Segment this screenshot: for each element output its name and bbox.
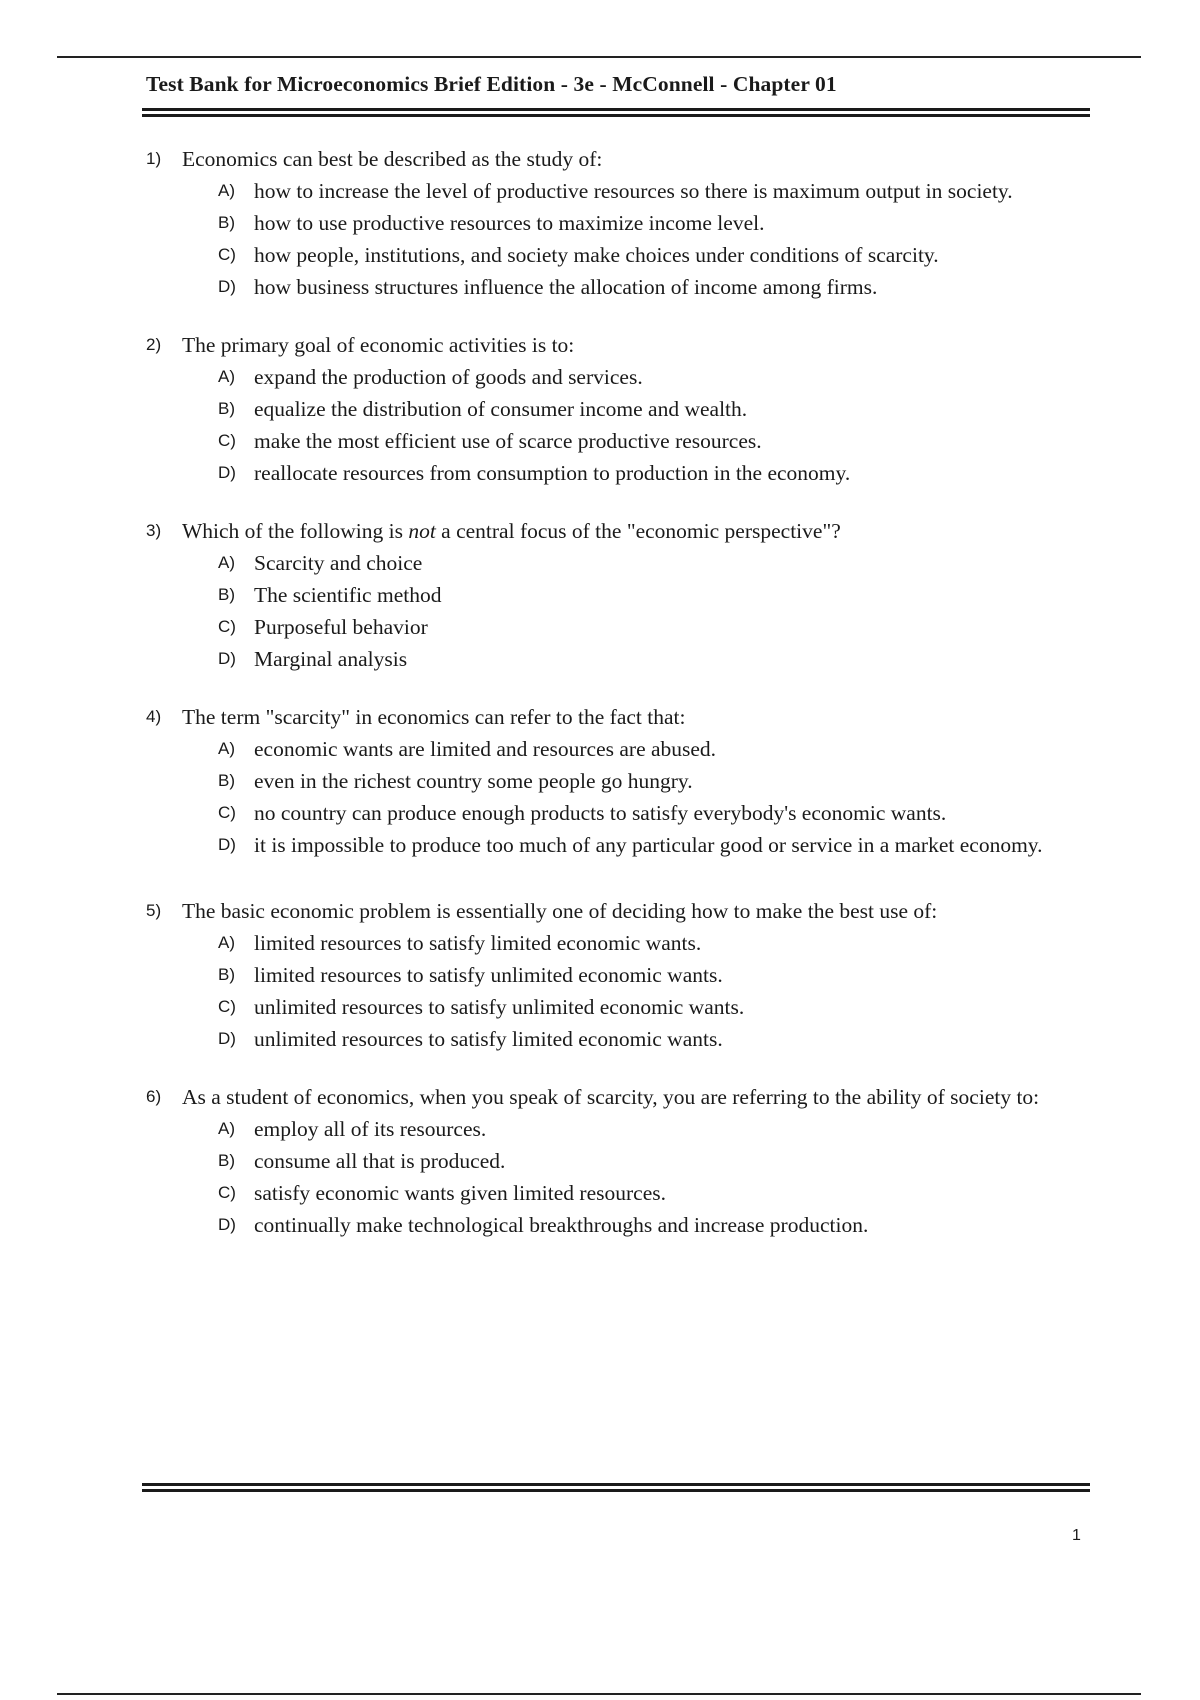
answer-choice-b (146, 393, 1106, 425)
choice-text: no country can produce enough products to satisfy everybody's economic wants. (254, 801, 947, 825)
choice-letter: C) (218, 431, 236, 450)
choice-letter: B) (218, 585, 235, 604)
choice-text: continually make technological breakthroughs and increase production. (254, 1213, 869, 1237)
choice-letter: B) (218, 1151, 235, 1170)
choice-text: satisfy economic wants given limited resources. (254, 1181, 666, 1205)
answer-choice-c (146, 797, 1106, 829)
choice-text: make the most efficient use of scarce productive resources. (254, 429, 762, 453)
choice-text: expand the production of goods and services. (254, 365, 643, 389)
page-number: 1 (1072, 1527, 1081, 1544)
choice-letter: A) (218, 181, 235, 200)
choice-text: economic wants are limited and resources are abused. (254, 737, 717, 761)
choice-text: how to increase the level of productive resources so there is maximum output in society. (254, 179, 1013, 203)
page-top-border (57, 56, 1141, 58)
question-stem: The primary goal of economic activities is to: (182, 333, 575, 357)
choice-text: equalize the distribution of consumer income and wealth. (254, 397, 748, 421)
answer-choice-b (146, 579, 1106, 611)
choice-letter: C) (218, 617, 236, 636)
footer-double-rule (142, 1483, 1090, 1492)
choice-text: Scarcity and choice (254, 551, 423, 575)
choice-letter: C) (218, 803, 236, 822)
choice-letter: A) (218, 553, 235, 572)
stem-text: Which of the following is (182, 519, 409, 543)
choice-text: The scientific method (254, 583, 442, 607)
question-1 (146, 143, 1106, 303)
answer-choice-b (146, 1145, 1106, 1177)
question-2 (146, 329, 1106, 489)
question-number: 2) (146, 335, 162, 354)
choice-letter: B) (218, 965, 235, 984)
stem-emphasis: not (408, 519, 436, 543)
question-stem: The term "scarcity" in economics can refer to the fact that: (182, 705, 686, 729)
choice-letter: C) (218, 245, 236, 264)
choice-text: consume all that is produced. (254, 1149, 506, 1173)
question-number: 3) (146, 521, 162, 540)
choice-letter: A) (218, 367, 235, 386)
choice-letter: D) (218, 835, 236, 854)
question-list (146, 143, 1106, 1241)
answer-choices (146, 927, 1106, 1055)
choice-letter: B) (218, 771, 235, 790)
question-number: 6) (146, 1087, 162, 1106)
choice-letter: C) (218, 1183, 236, 1202)
answer-choice-c (146, 991, 1106, 1023)
question-stem: The basic economic problem is essentially one of deciding how to make the best use of: (182, 899, 938, 923)
answer-choice-b (146, 765, 1106, 797)
choice-letter: A) (218, 739, 235, 758)
answer-choices (146, 547, 1106, 675)
choice-letter: D) (218, 277, 236, 296)
answer-choice-c (146, 239, 1106, 271)
question-number: 1) (146, 149, 162, 168)
choice-text: even in the richest country some people go hungry. (254, 769, 693, 793)
answer-choice-b (146, 207, 1106, 239)
choice-text: how business structures influence the allocation of income among firms. (254, 275, 878, 299)
answer-choice-d (146, 643, 1106, 675)
choice-text: unlimited resources to satisfy unlimited economic wants. (254, 995, 745, 1019)
question-stem: Economics can best be described as the study of: (182, 147, 603, 171)
choice-text: limited resources to satisfy limited economic wants. (254, 931, 702, 955)
answer-choice-d (146, 457, 1106, 489)
answer-choices (146, 361, 1106, 489)
question-stem (182, 515, 1106, 547)
answer-choice-d (146, 271, 1106, 303)
choice-text: limited resources to satisfy unlimited economic wants. (254, 963, 723, 987)
choice-text: unlimited resources to satisfy limited economic wants. (254, 1027, 723, 1051)
answer-choice-a (146, 733, 1106, 765)
choice-letter: A) (218, 1119, 235, 1138)
answer-choice-a (146, 361, 1106, 393)
question-stem: As a student of economics, when you speak of scarcity, you are referring to the ability of society to: (182, 1085, 1040, 1109)
answer-choice-d (146, 1209, 1106, 1241)
choice-letter: A) (218, 933, 235, 952)
question-number: 4) (146, 707, 162, 726)
choice-letter: C) (218, 997, 236, 1016)
answer-choice-a (146, 175, 1106, 207)
choice-text: Marginal analysis (254, 647, 408, 671)
answer-choice-a (146, 1113, 1106, 1145)
answer-choice-a (146, 547, 1106, 579)
question-4 (146, 701, 1106, 861)
header-double-rule (142, 108, 1090, 117)
answer-choice-b (146, 959, 1106, 991)
page-title: Test Bank for Microeconomics Brief Edition - 3e - McConnell - Chapter 01 (146, 72, 837, 96)
answer-choice-d (146, 1023, 1106, 1055)
choice-letter: D) (218, 1029, 236, 1048)
answer-choice-c (146, 1177, 1106, 1209)
choice-letter: B) (218, 399, 235, 418)
answer-choice-d (146, 829, 1106, 861)
choice-text: how people, institutions, and society make choices under conditions of scarcity. (254, 243, 939, 267)
choice-text: reallocate resources from consumption to production in the economy. (254, 461, 851, 485)
answer-choice-c (146, 611, 1106, 643)
page-bottom-border (57, 1693, 1141, 1695)
question-5 (146, 895, 1106, 1055)
choice-letter: D) (218, 463, 236, 482)
question-number: 5) (146, 901, 162, 920)
answer-choices (146, 1113, 1106, 1241)
choice-letter: D) (218, 649, 236, 668)
stem-text: a central focus of the "economic perspective"? (435, 519, 841, 543)
answer-choices (146, 733, 1106, 861)
choice-letter: B) (218, 213, 235, 232)
choice-letter: D) (218, 1215, 236, 1234)
choice-text: it is impossible to produce too much of any particular good or service in a market economy. (254, 833, 1043, 857)
choice-text: Purposeful behavior (254, 615, 428, 639)
question-6 (146, 1081, 1106, 1241)
choice-text: how to use productive resources to maximize income level. (254, 211, 765, 235)
answer-choice-a (146, 927, 1106, 959)
question-3 (146, 515, 1106, 675)
answer-choice-c (146, 425, 1106, 457)
answer-choices (146, 175, 1106, 303)
choice-text: employ all of its resources. (254, 1117, 487, 1141)
